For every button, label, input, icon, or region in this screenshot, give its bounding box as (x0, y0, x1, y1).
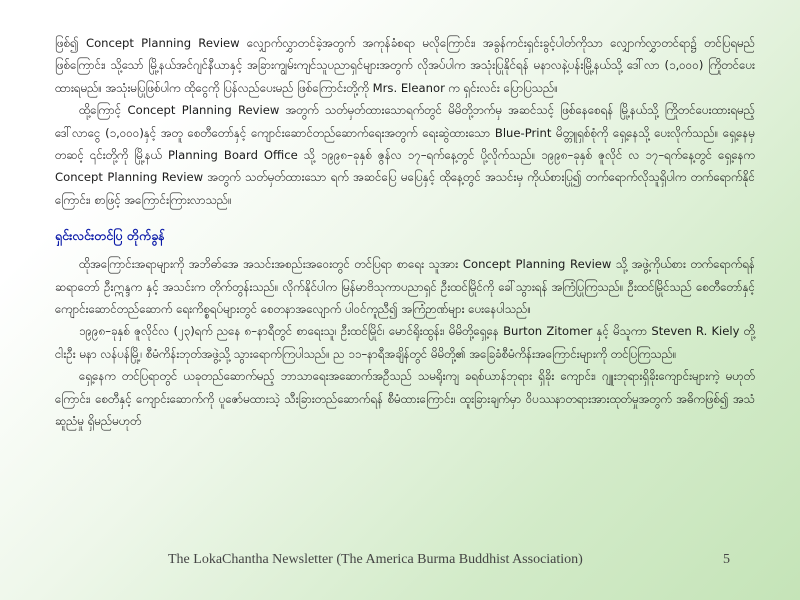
page-number: 5 (723, 552, 730, 567)
newsletter-title: The LokaChantha Newsletter (The America Burma Buddhist Association) (168, 552, 583, 567)
section-heading: ရှင်းလင်းတင်ပြ တိုက်ခွန် (55, 228, 165, 244)
section-paragraph-1: ထိုအကြောင်းအရာများကို အဘိဓာ်အေ အသင်းအစည်းအဝေးတွင် တင်ပြရာ စာရေး သူအား Concept Planning Review သို့ အဖွဲ့ကိုယ်စား တက်ရောက်ရန် ဆရာတော် ဦးဣန္ဒက နှင့် အသင်းက တိုက်တွန်းသည်။ လိုက်နိုင်ပါက မြန်မာဗိသုကာပညာရှင် ဦးထင်မြိုင်ကို ခေါ်သွားရန် အကြံပြုကြသည်။ ဦးထင်မြိုင်သည် စေတီတော်နှင့် ကျောင်းဆောင်တည်ဆောက် ရေးကိစ္စရပ်များတွင် စေတနာအလျောက် ပါဝင်ကူညီ၍ အကြံဉာဏ်များ ပေးနေပါသည်။ (55, 257, 755, 317)
body-paragraph-2: ထို့ကြောင့် Concept Planning Review အတွက် သတ်မှတ်ထားသောရက်တွင် မိမိတို့ဘက်မှ အဆင်သင့် ဖြစ်နေစေရန် မြို့နယ်သို့ ကြိုတင်ပေးထားရမည့် ဒေါ်လာငွေ (၁,၀၀၀)နှင့် အတူ စေတီတော်နှင့် ကျောင်းဆောင်တည်ဆောက်ရေးအတွက် ရေးဆွဲထားသော Blue-Print မိတ္တူရှစ်စုံကို ရှေ့နေသို့ ပေးလိုက်သည်။ ရှေ့နေမှတဆင့် ၎င်းတို့ကို မြို့နယ် Planning Board Office သို့ ၁၉၉၈–ခုနှစ် ဇွန်လ ၁၇–ရက်နေ့တွင် ပို့လိုက်သည်။ ၁၉၉၈–ခုနှစ် ဇူလိုင် လ ၁၇–ရက်နေ့တွင် ရှေ့နေက Concept Planning Review အတွက် သတ်မှတ်ထားသော ရက် အဆင်ပြေ မပြေနှင့် ထိုနေ့တွင် အသင်းမှ ကိုယ်စားပြု၍ တက်ရောက်လိုသူရှိပါက တက်ရောက်နိုင်ကြောင်း၊ စာဖြင့် အကြောင်းကြားလာသည်။ (55, 103, 755, 207)
article-body (55, 32, 755, 433)
section-paragraph-2: ၁၉၉၈–ခုနှစ် ဇူလိုင်လ (၂၃)ရက် ညနေ ၈–နာရီတွင် စာရေးသူ၊ ဦးထင်မြိုင်၊ မောင်ရိုးထွန်း၊ မိမိတို့ရှေ့နေ Burton Zitomer နှင့် မိသူကာ Steven R. Kiely တို့ ငါးဦး မနာ လန်ပန်မြို့၊ စီမံကိန်းဘုတ်အဖွဲ့သို့ သွားရောက်ကြပါသည်။ ည ၁၁–နာရီအချိန်တွင် မိမိတို့၏ အခြေခံစီမံကိန်းအကြောင်းများကို တင်ပြကြသည်။ (55, 324, 755, 361)
body-paragraph-1: ဖြစ်၍ Concept Planning Review လျှောက်လွှာတင်ခဲ့အတွက် အကုန်ခံစရာ မလိုကြောင်း၊ အခွန်ကင်းရှင်းခွင့်ပါတ်ကိုသာ လျှောက်လွှာတင်ရာ၌ တင်ပြရမည်ဖြစ်ကြောင်း၊ သို့သော် မြို့နယ်အင်ဂျင်နီယာနှင့် အခြားကျွမ်းကျင်သူပညာရှင်များအတွက် လိုအပ်ပါက အသုံးပြုနိုင်ရန် မနာလနဲ့ပန်းမြို့နယ်သို့ ဒေါ်လာ (၁,၀၀၀) ကြိုတင်ပေးထားရမည်။ အသုံးမပြုဖြစ်ပါက ထိုငွေကို ပြန်လည်ပေးမည် ဖြစ်ကြောင်းတို့ကို Mrs. Eleanor က ရှင်းလင်း ပြောပြသည်။ (55, 36, 755, 95)
section-paragraph-3: ရှေ့နေက တင်ပြရာတွင် ယခုတည်ဆောက်မည့် ဘာသာရေးအဆောက်အဦသည် သမရိုးကျ ခရစ်ယာန်ဘုရား ရှိခိုး ကျောင်း၊ ဂျူးဘုရားရှိခိုးကျောင်းများကဲ့ မဟုတ်ကြောင်း၊ စေတီနှင့် ကျောင်းဆောက်ကို ပူဇော်မထားသဲ့ သီးခြားတည်ဆောက်ရန် စီမံထားကြောင်း၊ ထူးခြားချက်မှာ ဝိပဿနာတရားအားထုတ်မှုအတွက် အဓိကဖြစ်၍ အသံဆူညံမှု ရှိမည်မဟုတ် (55, 369, 755, 429)
